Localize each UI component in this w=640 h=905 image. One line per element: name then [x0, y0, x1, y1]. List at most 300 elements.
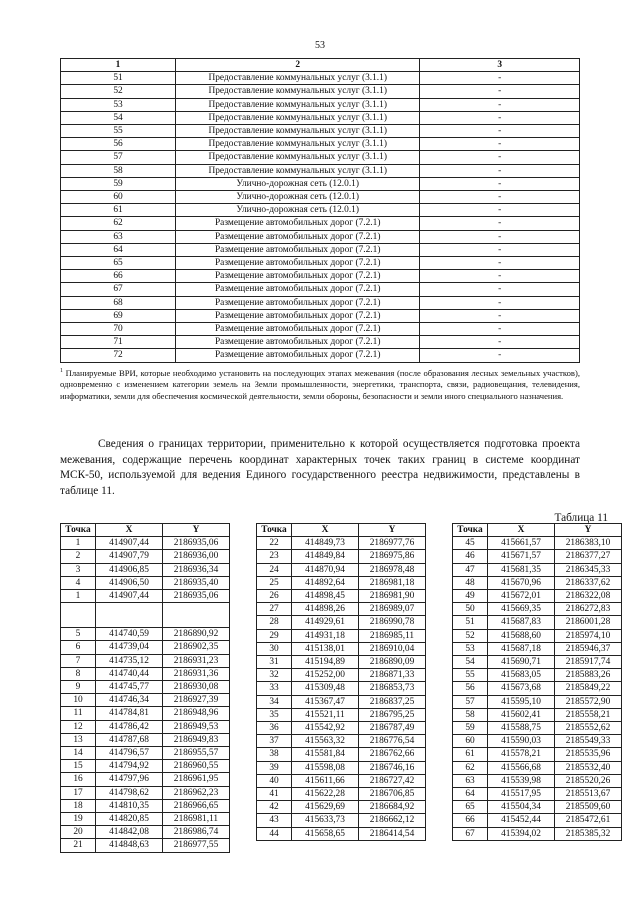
coord-cell-y: 2185849,22 — [555, 682, 622, 695]
coord-cell-y: 2185946,37 — [555, 642, 622, 655]
vri-cell-note: - — [420, 151, 580, 164]
vri-table-header — [61, 59, 580, 72]
vri-cell-note: - — [420, 98, 580, 111]
coord-cell-x: 414786,42 — [96, 720, 163, 733]
coord-cell-point: 43 — [257, 814, 292, 827]
vri-cell-purpose: Размещение автомобильных дорог (7.2.1) — [176, 349, 420, 362]
coord-cell-x: 414906,50 — [96, 576, 163, 589]
vri-cell-note: - — [420, 323, 580, 336]
coord-table-row — [453, 603, 622, 616]
coord-cell-x: 415670,96 — [488, 576, 555, 589]
coord-cell-point: 56 — [453, 682, 488, 695]
coord-cell-x: 414842,08 — [96, 826, 163, 839]
coord-cell-y: 2186762,66 — [359, 748, 426, 761]
coord-cell-point: 37 — [257, 735, 292, 748]
coord-table-3-body — [453, 537, 622, 841]
coord-cell-point: 25 — [257, 576, 292, 589]
vri-cell-number: 61 — [61, 204, 176, 217]
coord-cell-x: 415578,21 — [488, 748, 555, 761]
coord-cell-point: 61 — [453, 748, 488, 761]
coord-cell-point: 10 — [61, 694, 96, 707]
coord-table-row — [453, 576, 622, 589]
vri-cell-note: - — [420, 164, 580, 177]
vri-cell-purpose: Предоставление коммунальных услуг (3.1.1) — [176, 72, 420, 85]
coord-table-row — [61, 537, 230, 550]
coord-cell-point: 48 — [453, 576, 488, 589]
page-number: 53 — [315, 40, 325, 51]
coord-table-3 — [452, 523, 622, 841]
coord-table-row — [61, 590, 230, 603]
coord-table-row — [257, 550, 426, 563]
coord-cell-x: 414898,45 — [292, 590, 359, 603]
coord-cell-x: 415683,05 — [488, 669, 555, 682]
coord-cell-point: 36 — [257, 722, 292, 735]
coord-cell-y: 2185572,90 — [555, 695, 622, 708]
coord-cell-y: 2186935,06 — [163, 590, 230, 603]
coord-cell-point: 9 — [61, 681, 96, 694]
coord-header-row — [257, 524, 426, 537]
coord-cell-point: 51 — [453, 616, 488, 629]
coord-cell-point: 58 — [453, 708, 488, 721]
coord-cell-x: 414740,59 — [96, 628, 163, 641]
vri-cell-note: - — [420, 309, 580, 322]
vri-header-col-3: 3 — [420, 59, 580, 72]
coord-cell-point: 63 — [453, 774, 488, 787]
coord-cell-point: 4 — [61, 576, 96, 589]
coord-cell-y: 2186383,10 — [555, 537, 622, 550]
coord-cell-y: 2186684,92 — [359, 801, 426, 814]
coord-cell-y: 2185552,62 — [555, 722, 622, 735]
coord-cell-x: 415194,89 — [292, 656, 359, 669]
vri-cell-note: - — [420, 283, 580, 296]
coord-cell-point — [61, 603, 96, 628]
coord-cell-x: 414820,85 — [96, 813, 163, 826]
coord-cell-point: 5 — [61, 628, 96, 641]
coord-cell-x: 414740,44 — [96, 667, 163, 680]
coord-cell-point: 57 — [453, 695, 488, 708]
vri-cell-number: 71 — [61, 336, 176, 349]
coord-cell-x: 415688,60 — [488, 629, 555, 642]
vri-table-row — [61, 349, 580, 362]
coord-table-row — [453, 748, 622, 761]
vri-header-col-2: 2 — [176, 59, 420, 72]
coord-cell-x: 414931,18 — [292, 629, 359, 642]
coord-table-row — [61, 563, 230, 576]
coord-cell-y: 2186990,78 — [359, 616, 426, 629]
coord-table-row — [453, 642, 622, 655]
coord-table-row — [257, 774, 426, 787]
coord-cell-x: 415566,68 — [488, 761, 555, 774]
vri-cell-note: - — [420, 111, 580, 124]
coord-cell-y: 2186746,16 — [359, 761, 426, 774]
coord-table-row — [61, 720, 230, 733]
coord-cell-point: 67 — [453, 827, 488, 840]
vri-table-row — [61, 243, 580, 256]
coord-table-row — [61, 667, 230, 680]
vri-cell-number: 67 — [61, 283, 176, 296]
vri-cell-number: 53 — [61, 98, 176, 111]
coord-cell-point: 15 — [61, 760, 96, 773]
vri-cell-note: - — [420, 85, 580, 98]
coord-table-row — [453, 669, 622, 682]
vri-cell-note: - — [420, 270, 580, 283]
coord-table-row — [257, 788, 426, 801]
coord-cell-point: 32 — [257, 669, 292, 682]
coord-table-row — [453, 629, 622, 642]
vri-cell-number: 57 — [61, 151, 176, 164]
vri-cell-purpose: Размещение автомобильных дорог (7.2.1) — [176, 296, 420, 309]
coord-table-row — [257, 669, 426, 682]
vri-cell-purpose: Улично-дорожная сеть (12.0.1) — [176, 191, 420, 204]
coord-table-row — [61, 799, 230, 812]
vri-cell-number: 51 — [61, 72, 176, 85]
coord-table-row — [453, 735, 622, 748]
vri-table-row — [61, 217, 580, 230]
coord-cell-point: 2 — [61, 550, 96, 563]
coord-cell-point: 22 — [257, 537, 292, 550]
coord-table-row — [257, 576, 426, 589]
coord-cell-x: 415671,57 — [488, 550, 555, 563]
coord-cell-y: 2185385,32 — [555, 827, 622, 840]
vri-table-row — [61, 336, 580, 349]
vri-cell-purpose: Размещение автомобильных дорог (7.2.1) — [176, 336, 420, 349]
vri-cell-purpose: Размещение автомобильных дорог (7.2.1) — [176, 257, 420, 270]
vri-cell-number: 52 — [61, 85, 176, 98]
coord-cell-point: 24 — [257, 563, 292, 576]
coord-cell-point: 8 — [61, 667, 96, 680]
coord-cell-point: 29 — [257, 629, 292, 642]
coord-header-x: X — [488, 524, 555, 537]
coord-table-row — [257, 616, 426, 629]
coord-header-point: Точка — [453, 524, 488, 537]
vri-table-row — [61, 204, 580, 217]
vri-table-row — [61, 72, 580, 85]
coord-cell-point: 35 — [257, 708, 292, 721]
coord-cell-point: 54 — [453, 656, 488, 669]
vri-cell-purpose: Размещение автомобильных дорог (7.2.1) — [176, 230, 420, 243]
coord-cell-point: 28 — [257, 616, 292, 629]
vri-cell-note: - — [420, 296, 580, 309]
coord-cell-y: 2186776,54 — [359, 735, 426, 748]
coord-cell-x: 414746,34 — [96, 694, 163, 707]
coord-header-point: Точка — [61, 524, 96, 537]
vri-cell-purpose: Предоставление коммунальных услуг (3.1.1) — [176, 125, 420, 138]
coord-table-row — [257, 695, 426, 708]
coord-cell-x: 415658,65 — [292, 827, 359, 840]
vri-cell-note: - — [420, 125, 580, 138]
coord-table-row — [257, 827, 426, 840]
vri-cell-purpose: Размещение автомобильных дорог (7.2.1) — [176, 243, 420, 256]
coord-cell-x — [96, 603, 163, 628]
vri-cell-note: - — [420, 177, 580, 190]
coord-cell-x: 414849,84 — [292, 550, 359, 563]
coord-cell-point: 20 — [61, 826, 96, 839]
coord-cell-x: 415690,71 — [488, 656, 555, 669]
coord-cell-point: 44 — [257, 827, 292, 840]
coord-cell-point: 19 — [61, 813, 96, 826]
coord-table-row — [257, 656, 426, 669]
coord-header-point: Точка — [257, 524, 292, 537]
coord-table-row — [257, 563, 426, 576]
coord-cell-point: 26 — [257, 590, 292, 603]
coord-cell-point: 65 — [453, 801, 488, 814]
coord-table-row — [257, 682, 426, 695]
coord-cell-point: 23 — [257, 550, 292, 563]
coord-cell-x: 414907,44 — [96, 590, 163, 603]
coord-table-row — [257, 708, 426, 721]
coord-cell-y: 2186935,40 — [163, 576, 230, 589]
vri-cell-note: - — [420, 72, 580, 85]
coord-cell-y: 2186662,12 — [359, 814, 426, 827]
coord-cell-point: 49 — [453, 590, 488, 603]
coord-cell-y: 2186981,11 — [163, 813, 230, 826]
coord-cell-x: 415633,73 — [292, 814, 359, 827]
vri-table-row — [61, 283, 580, 296]
vri-cell-number: 68 — [61, 296, 176, 309]
coord-cell-x: 414787,68 — [96, 733, 163, 746]
coord-cell-x: 415629,69 — [292, 801, 359, 814]
coord-cell-y: 2186935,06 — [163, 537, 230, 550]
coord-cell-x: 415517,95 — [488, 788, 555, 801]
coord-table-row — [453, 550, 622, 563]
coord-cell-x: 414848,63 — [96, 839, 163, 852]
coord-table-row — [453, 827, 622, 840]
coord-table-row — [453, 616, 622, 629]
coord-header-x: X — [96, 524, 163, 537]
coord-cell-x: 415588,75 — [488, 722, 555, 735]
coord-cell-y: 2186853,73 — [359, 682, 426, 695]
coord-cell-y: 2186955,57 — [163, 747, 230, 760]
coord-cell-x: 414898,26 — [292, 603, 359, 616]
coord-table-row — [61, 760, 230, 773]
coord-cell-point: 7 — [61, 654, 96, 667]
vri-table-row — [61, 111, 580, 124]
coord-cell-y: 2186978,48 — [359, 563, 426, 576]
coord-cell-x: 414906,85 — [96, 563, 163, 576]
coord-cell-y: 2186966,65 — [163, 799, 230, 812]
coord-table-row — [453, 537, 622, 550]
coord-table-row — [453, 590, 622, 603]
coord-cell-x: 415681,35 — [488, 563, 555, 576]
coord-cell-y: 2186989,07 — [359, 603, 426, 616]
coord-cell-point: 33 — [257, 682, 292, 695]
coord-cell-y: 2186414,54 — [359, 827, 426, 840]
coord-cell-y: 2185520,26 — [555, 774, 622, 787]
coord-table-row — [257, 735, 426, 748]
footnote-text: Планируемые ВРИ, которые необходимо установить на последующих этапах межевания (после образования лесных земельных участков), одновременно с изменением категории земель на Земли промышленности, энергетики, транспорта, связи, радиовещания, телевидения, информатики, земли для обеспечения космической деятельности, земли обороны, безопасности и земли иного специального назначения. — [60, 367, 580, 401]
vri-table-row — [61, 270, 580, 283]
coord-cell-x: 415394,02 — [488, 827, 555, 840]
coord-cell-y: 2186322,08 — [555, 590, 622, 603]
coord-cell-x: 415595,10 — [488, 695, 555, 708]
coord-cell-x: 415452,44 — [488, 814, 555, 827]
coord-cell-x: 414784,81 — [96, 707, 163, 720]
coord-table-row — [453, 761, 622, 774]
coord-cell-point: 47 — [453, 563, 488, 576]
coord-cell-y: 2186902,35 — [163, 641, 230, 654]
coord-cell-y: 2186727,42 — [359, 774, 426, 787]
coord-cell-point: 34 — [257, 695, 292, 708]
coord-cell-point: 1 — [61, 537, 96, 550]
coord-cell-x: 415590,03 — [488, 735, 555, 748]
vri-cell-number: 63 — [61, 230, 176, 243]
coord-cell-point: 64 — [453, 788, 488, 801]
coord-table-row — [61, 786, 230, 799]
coord-cell-x: 415563,32 — [292, 735, 359, 748]
coord-table-row — [453, 788, 622, 801]
vri-cell-note: - — [420, 204, 580, 217]
coord-cell-y: 2185535,96 — [555, 748, 622, 761]
coord-cell-y: 2186962,23 — [163, 786, 230, 799]
coord-cell-y: 2186910,04 — [359, 642, 426, 655]
vri-cell-number: 64 — [61, 243, 176, 256]
coord-cell-y: 2186272,83 — [555, 603, 622, 616]
coord-cell-point: 52 — [453, 629, 488, 642]
coord-cell-y: 2186001,28 — [555, 616, 622, 629]
coord-table-row — [61, 681, 230, 694]
vri-cell-purpose: Улично-дорожная сеть (12.0.1) — [176, 204, 420, 217]
coord-cell-y: 2186706,85 — [359, 788, 426, 801]
coord-cell-y: 2186949,53 — [163, 720, 230, 733]
coord-cell-point: 55 — [453, 669, 488, 682]
coord-cell-point: 41 — [257, 788, 292, 801]
vri-table-row — [61, 257, 580, 270]
coord-cell-point: 31 — [257, 656, 292, 669]
coord-table-row — [61, 813, 230, 826]
vri-table-row — [61, 230, 580, 243]
coord-cell-x: 415542,92 — [292, 722, 359, 735]
vri-cell-purpose: Предоставление коммунальных услуг (3.1.1) — [176, 98, 420, 111]
coord-cell-x: 414849,73 — [292, 537, 359, 550]
coord-cell-point: 27 — [257, 603, 292, 616]
vri-cell-number: 66 — [61, 270, 176, 283]
vri-cell-number: 72 — [61, 349, 176, 362]
coord-table-row — [257, 603, 426, 616]
coord-cell-x: 415367,47 — [292, 695, 359, 708]
coord-cell-x: 415138,01 — [292, 642, 359, 655]
vri-cell-purpose: Размещение автомобильных дорог (7.2.1) — [176, 217, 420, 230]
coord-cell-x: 414745,77 — [96, 681, 163, 694]
coord-cell-y: 2186981,18 — [359, 576, 426, 589]
coord-table-row — [257, 748, 426, 761]
vri-cell-number: 58 — [61, 164, 176, 177]
coord-cell-x: 414735,12 — [96, 654, 163, 667]
vri-table-row — [61, 138, 580, 151]
vri-table — [60, 58, 580, 363]
vri-table-row — [61, 296, 580, 309]
coord-cell-point: 40 — [257, 774, 292, 787]
coord-table-row — [453, 801, 622, 814]
footnote-mark: 1 — [60, 368, 63, 374]
coord-cell-y: 2185513,67 — [555, 788, 622, 801]
vri-cell-purpose: Предоставление коммунальных услуг (3.1.1) — [176, 164, 420, 177]
coord-cell-y: 2185472,61 — [555, 814, 622, 827]
coord-table-row — [453, 682, 622, 695]
coord-cell-y: 2186787,49 — [359, 722, 426, 735]
coord-table-row — [257, 814, 426, 827]
coord-table-row — [453, 722, 622, 735]
coord-cell-x: 415504,34 — [488, 801, 555, 814]
coord-cell-point: 1 — [61, 590, 96, 603]
coord-cell-point: 46 — [453, 550, 488, 563]
coord-cell-point: 45 — [453, 537, 488, 550]
coord-cell-point: 3 — [61, 563, 96, 576]
coord-table-2 — [256, 523, 426, 841]
vri-cell-note: - — [420, 230, 580, 243]
coord-table-row — [61, 839, 230, 852]
coord-table-row — [257, 629, 426, 642]
coord-table-row — [257, 801, 426, 814]
vri-table-row — [61, 309, 580, 322]
coord-cell-y — [163, 603, 230, 628]
coord-cell-y: 2186936,34 — [163, 563, 230, 576]
table-caption: Таблица 11 — [554, 512, 608, 524]
coord-table-row — [61, 826, 230, 839]
vri-cell-note: - — [420, 349, 580, 362]
coord-cell-point: 62 — [453, 761, 488, 774]
coord-cell-y: 2186837,25 — [359, 695, 426, 708]
coord-cell-point: 42 — [257, 801, 292, 814]
coord-cell-y: 2186890,09 — [359, 656, 426, 669]
vri-cell-purpose: Предоставление коммунальных услуг (3.1.1) — [176, 111, 420, 124]
vri-cell-purpose: Предоставление коммунальных услуг (3.1.1) — [176, 85, 420, 98]
coord-cell-x: 415673,68 — [488, 682, 555, 695]
coord-cell-x: 415622,28 — [292, 788, 359, 801]
coord-cell-y: 2186975,86 — [359, 550, 426, 563]
coord-cell-x: 414870,94 — [292, 563, 359, 576]
vri-cell-purpose: Предоставление коммунальных услуг (3.1.1) — [176, 138, 420, 151]
coord-cell-x: 415669,35 — [488, 603, 555, 616]
coord-cell-x: 415687,18 — [488, 642, 555, 655]
vri-cell-purpose: Размещение автомобильных дорог (7.2.1) — [176, 283, 420, 296]
coord-cell-y: 2186890,92 — [163, 628, 230, 641]
coord-cell-y: 2186961,95 — [163, 773, 230, 786]
coord-cell-x: 414907,79 — [96, 550, 163, 563]
coord-cell-x: 415252,00 — [292, 669, 359, 682]
vri-cell-note: - — [420, 217, 580, 230]
vri-table-row — [61, 85, 580, 98]
coord-table-row — [453, 695, 622, 708]
coord-cell-x: 415539,98 — [488, 774, 555, 787]
coord-cell-point: 16 — [61, 773, 96, 786]
coord-cell-point: 30 — [257, 642, 292, 655]
coord-cell-point: 21 — [61, 839, 96, 852]
coord-cell-x: 414739,04 — [96, 641, 163, 654]
coord-cell-y: 2185883,26 — [555, 669, 622, 682]
coord-table-row — [61, 733, 230, 746]
coord-cell-y: 2186345,33 — [555, 563, 622, 576]
coord-cell-x: 415687,83 — [488, 616, 555, 629]
coord-cell-x: 415309,48 — [292, 682, 359, 695]
coord-cell-x: 415598,08 — [292, 761, 359, 774]
vri-cell-note: - — [420, 257, 580, 270]
footnote — [60, 366, 580, 402]
coord-cell-x: 414798,62 — [96, 786, 163, 799]
vri-cell-number: 56 — [61, 138, 176, 151]
coord-header-row — [453, 524, 622, 537]
vri-table-row — [61, 191, 580, 204]
coord-cell-point: 17 — [61, 786, 96, 799]
coord-header-row — [61, 524, 230, 537]
coord-cell-y: 2186977,55 — [163, 839, 230, 852]
coord-cell-point: 14 — [61, 747, 96, 760]
coord-cell-point: 50 — [453, 603, 488, 616]
vri-cell-purpose: Размещение автомобильных дорог (7.2.1) — [176, 270, 420, 283]
coord-table-row — [453, 656, 622, 669]
vri-cell-number: 62 — [61, 217, 176, 230]
vri-cell-note: - — [420, 336, 580, 349]
coord-cell-x: 414907,44 — [96, 537, 163, 550]
